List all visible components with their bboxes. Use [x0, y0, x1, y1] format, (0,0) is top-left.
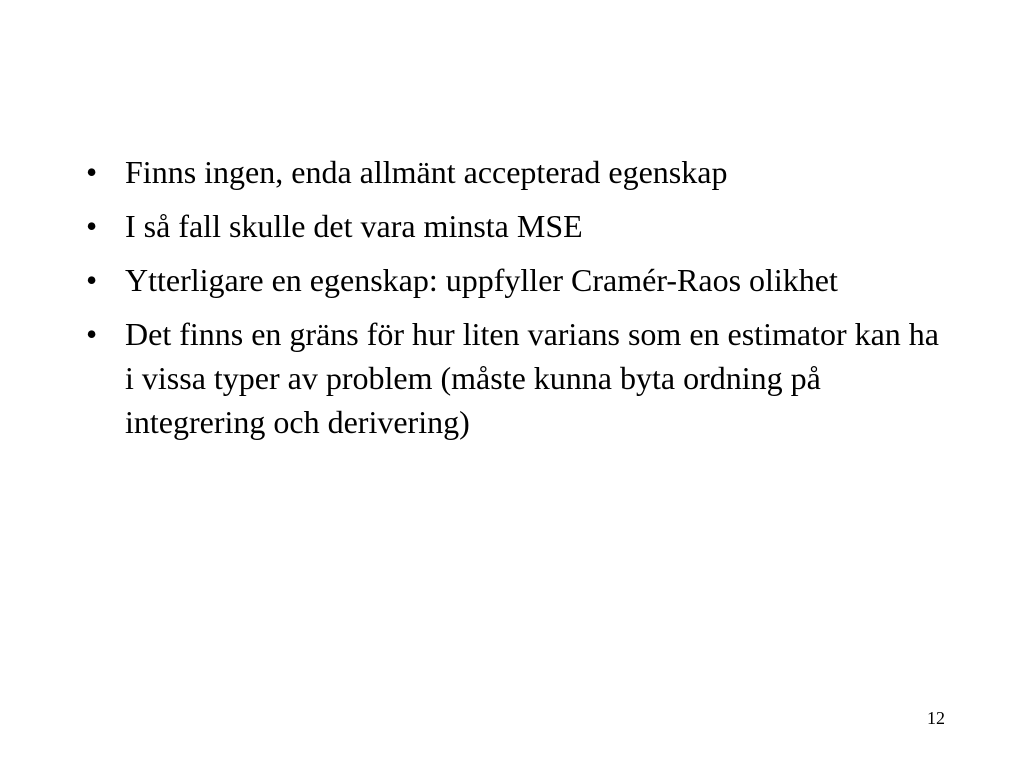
bullet-dot-icon: • [86, 208, 98, 244]
bullet-dot-icon: • [86, 316, 98, 352]
bullet-list [86, 150, 946, 454]
bullet-text: I så fall skulle det vara minsta MSE [125, 208, 583, 244]
bullet-text: Ytterligare en egenskap: uppfyller Cramér-Raos olikhet [125, 262, 838, 298]
bullet-text: Det finns en gräns för hur liten varians som en estimator kan ha i vissa typer av problem (måste kunna byta ordning på integrering och derivering) [125, 316, 939, 440]
bullet-item [86, 150, 946, 194]
bullet-item [86, 312, 946, 444]
bullet-dot-icon: • [86, 154, 98, 190]
bullet-dot-icon: • [86, 262, 98, 298]
bullet-item [86, 204, 946, 248]
bullet-item [86, 258, 946, 302]
page-number: 12 [927, 708, 945, 728]
bullet-text: Finns ingen, enda allmänt accepterad egenskap [125, 154, 728, 190]
